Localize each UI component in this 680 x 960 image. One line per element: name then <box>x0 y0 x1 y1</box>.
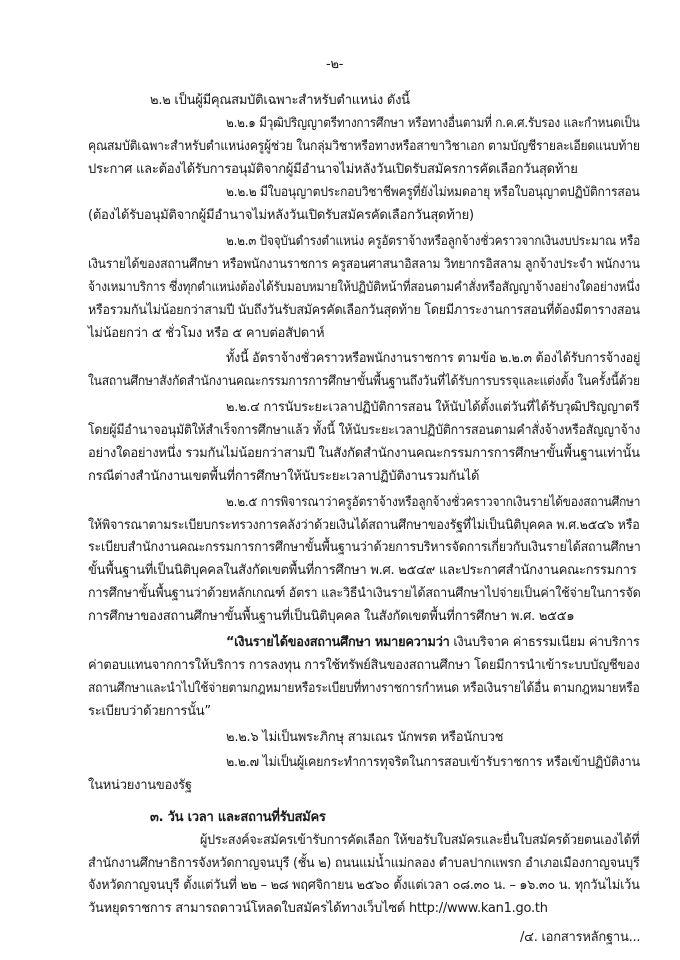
definition-term: “เงินรายได้ของสถานศึกษา หมายความว่า <box>226 635 450 650</box>
text-line: อย่างใดอย่างหนึ่ง รวมกันไม่น้อยกว่าสามปี ในสังกัดสำนักงานคณะกรรมการการศึกษาขั้นพื้นฐานเท่านั้น <box>88 446 640 461</box>
text-line: คุณสมบัติเฉพาะสำหรับตำแหน่งครูผู้ช่วย ในกลุ่มวิชาหรือทางหรือสาขาวิชาเอก ตามบัญชีรายละเอียดแนบท้าย <box>88 139 640 154</box>
text-line: การศึกษาของสถานศึกษาขั้นพื้นฐานที่เป็นนิติบุคคล ในสังกัดเขตพื้นที่การศึกษา พ.ศ. ๒๕๕๑ <box>88 609 575 624</box>
text-line: ในหน่วยงานของรัฐ <box>88 778 192 793</box>
text-line: ๒.๒.๓ ปัจจุบันดำรงตำแหน่ง ครูอัตราจ้างหรือลูกจ้างชั่วคราวจากเงินงบประมาณ หรือ <box>226 234 641 249</box>
continuation-note: /๔. เอกสารหลักฐาน... <box>520 930 641 945</box>
text-line: ๒.๒.๗ ไม่เป็นผู้เคยกระทำการทุจริตในการสอบเข้ารับราชการ หรือเข้าปฏิบัติงาน <box>226 755 640 770</box>
text-line: ระเบียบว่าด้วยการนั้น” <box>88 704 211 719</box>
text-line: ๒.๒.๖ ไม่เป็นพระภิกษุ สามเณร นักพรต หรือนักบวช <box>226 730 504 745</box>
text-line: ๒.๒.๒ มีใบอนุญาตประกอบวิชาชีพครูที่ยังไม่หมดอายุ หรือใบอนุญาตปฏิบัติการสอน <box>226 185 640 200</box>
text-line: จ้างเหมาบริการ ซึ่งทุกตำแหน่งต้องได้รับมอบหมายให้ปฏิบัติหน้าที่สอนตามคำสั่งหรือสัญญาจ้างอย่างใดอย่างหนึ่ง <box>88 280 640 295</box>
text-line: ผู้ประสงค์จะสมัครเข้ารับการคัดเลือก ให้ขอรับใบสมัครและยื่นใบสมัครด้วยตนเองได้ที่ <box>200 833 640 848</box>
text-line: จังหวัดกาญจนบุรี ตั้งแต่วันที่ ๒๒ – ๒๘ พฤศจิกายน ๒๕๖๐ ตั้งแต่เวลา ๐๘.๓๐ น. – ๑๖.๓๐ น. ทุกวันไม่เว้น <box>88 878 640 893</box>
text-line: ระเบียบสำนักงานคณะกรรมการการศึกษาขั้นพื้นฐานว่าด้วยการบริหารจัดการเกี่ยวกับเงินรายได้สถานศึกษา <box>88 540 641 555</box>
text-line: ขั้นพื้นฐานที่เป็นนิติบุคคลในสังกัดเขตพื้นที่การศึกษา พ.ศ. ๒๕๔๙ และประกาศสำนักงานคณะกรรมการ <box>88 563 637 578</box>
text-line: การศึกษาขั้นพื้นฐานว่าด้วยหลักเกณฑ์ อัตรา และวิธีนำเงินรายได้สถานศึกษาไปจ่ายเป็นค่าใช้จ่ายในการจัด <box>88 586 641 601</box>
text-line: เงินรายได้ของสถานศึกษา หรือพนักงานราชการ ครูสอนศาสนาอิสลาม วิทยากรอิสลาม ลูกจ้างประจำ พนักงาน <box>88 257 640 272</box>
text-line: หรือรวมกันไม่น้อยกว่าสามปี นับถึงวันรับสมัครคัดเลือกวันสุดท้าย โดยมีภาระงานการสอนที่ต้องมีตารางสอน <box>88 303 640 318</box>
text-line: ๒.๒.๑ มีวุฒิปริญญาตรีทางการศึกษา หรือทางอื่นตามที่ ก.ค.ศ.รับรอง และกำหนดเป็น <box>226 116 640 131</box>
text-line: สำนักงานศึกษาธิการจังหวัดกาญจนบุรี (ชั้น ๒) ถนนแม่น้ำแม่กลอง ตำบลปากแพรก อำเภอเมืองกาญจนบุรี <box>88 856 640 871</box>
text-line: (ต้องได้รับอนุมัติจากผู้มีอำนาจไม่หลังวันเปิดรับสมัครคัดเลือกวันสุดท้าย) <box>88 208 474 223</box>
text-line: ทั้งนี้ อัตราจ้างชั่วคราวหรือพนักงานราชการ ตามข้อ ๒.๒.๓ ต้องได้รับการจ้างอยู่ <box>226 351 641 366</box>
text-line: โดยผู้มีอำนาจอนุมัติให้สำเร็จการศึกษาแล้ว ทั้งนี้ ให้นับระยะเวลาปฏิบัติการสอนตามคำสั่งจ้างหรือสัญญาจ้าง <box>88 423 641 438</box>
text-line: ในสถานศึกษาสังกัดสำนักงานคณะกรรมการการศึกษาขั้นพื้นฐานถึงวันที่ได้รับการบรรจุและแต่งตั้ง ในครั้งนี้ด้วย <box>88 374 640 389</box>
section-heading: ๓. วัน เวลา และสถานที่รับสมัคร <box>150 810 326 825</box>
text-line: กรณีต่างสำนักงานเขตพื้นที่การศึกษาให้นับระยะเวลาปฏิบัติงานรวมกันได้ <box>88 469 480 484</box>
definition-line <box>226 635 640 651</box>
page-number: -๒- <box>326 57 344 72</box>
text-line: ประกาศ และต้องได้รับการอนุมัติจากผู้มีอำนาจไม่หลังวันเปิดรับสมัครการคัดเลือกวันสุดท้าย <box>88 162 578 177</box>
text-line: ๒.๒.๔ การนับระยะเวลาปฏิบัติการสอน ให้นับได้ตั้งแต่วันที่ได้รับวุฒิปริญญาตรี <box>226 400 640 415</box>
text-line: ค่าตอบแทนจากการให้บริการ การลงทุน การใช้ทรัพย์สินของสถานศึกษา โดยมีการนำเข้าระบบบัญชีของ <box>88 658 640 673</box>
text-line: วันหยุดราชการ สามารถดาวน์โหลดใบสมัครได้ทางเว็บไซต์ http://www.kan1.go.th <box>88 901 548 916</box>
text-line: ๒.๒.๕ การพิจารณาว่าครูอัตราจ้างหรือลูกจ้างชั่วคราวจากเงินรายได้ของสถานศึกษา <box>226 495 641 510</box>
text-line: ให้พิจารณาตามระเบียบกระทรวงการคลังว่าด้วยเงินได้สถานศึกษาของรัฐที่ไม่เป็นนิติบุคคล พ.ศ.๒๕๔๖ หรือ <box>88 518 640 533</box>
section-heading: ๒.๒ เป็นผู้มีคุณสมบัติเฉพาะสำหรับตำแหน่ง ดังนี้ <box>150 93 410 108</box>
text-line: ไม่น้อยกว่า ๕ ชั่วโมง หรือ ๕ คาบต่อสัปดาห์ <box>88 326 325 341</box>
text-line: สถานศึกษาและนำไปใช้จ่ายตามกฎหมายหรือระเบียบที่ทางราชการกำหนด หรือเงินรายได้อื่น ตามกฎหมายหรือ <box>88 681 640 696</box>
definition-text: เงินบริจาค ค่าธรรมเนียม ค่าบริการ <box>449 635 640 650</box>
